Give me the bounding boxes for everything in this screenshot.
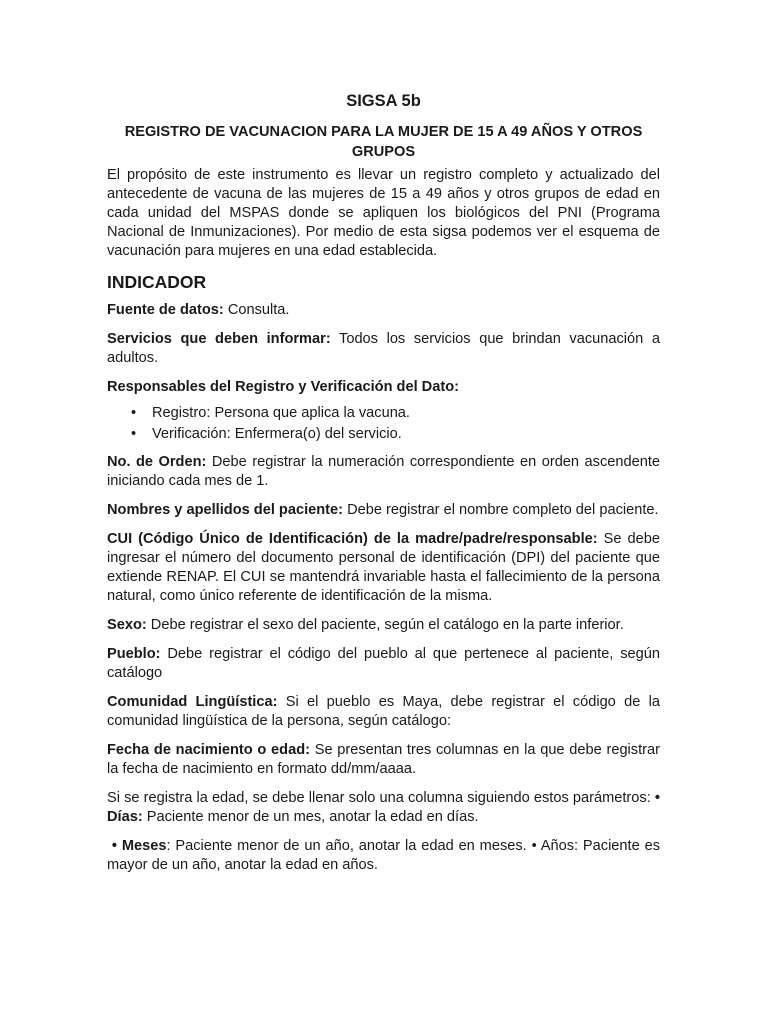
servicios-paragraph [107, 330, 660, 368]
nombres-label: Nombres y apellidos del paciente: [107, 502, 344, 518]
list-item-text: Verificación: Enfermera(o) del servicio. [152, 426, 402, 442]
fecha-text: Se presentan tres columnas en la que debe registrar la fecha de nacimiento en formato dd/mm/aaaa. [107, 742, 660, 777]
dias-label: • Días: [107, 790, 660, 825]
orden-text: Debe registrar la numeración correspondiente en orden ascendente iniciando cada mes de 1. [107, 454, 660, 489]
cui-paragraph [107, 530, 660, 606]
bullet-icon: • [131, 405, 137, 421]
pueblo-paragraph [107, 645, 660, 683]
comunidad-text: Si el pueblo es Maya, debe registrar el código de la comunidad lingüística de la persona, según catálogo: [107, 694, 660, 729]
list-item [107, 403, 660, 424]
servicios-label: Servicios que deben informar: [107, 331, 331, 347]
edad-text: Si se registra la edad, se debe llenar solo una columna siguiendo estos parámetros: [107, 790, 655, 806]
document-subtitle: REGISTRO DE VACUNACION PARA LA MUJER DE 15 A 49 AÑOS Y OTROS GRUPOS [124, 124, 643, 160]
section-heading-indicador: INDICADOR [107, 272, 207, 292]
orden-paragraph [107, 453, 660, 491]
meses-paragraph [107, 837, 660, 875]
fuente-paragraph [107, 301, 660, 320]
fuente-text: Consulta. [223, 302, 290, 318]
comunidad-paragraph [107, 693, 660, 731]
document-title: SIGSA 5b [346, 92, 421, 110]
dias-text: Paciente menor de un mes, anotar la edad en días. [142, 809, 479, 825]
pueblo-label: Pueblo: [107, 646, 161, 662]
meses-label: • Meses [111, 838, 167, 854]
cui-text: Se debe ingresar el número del documento personal de identificación (DPI) del paciente que extiende RENAP. El CUI se mantendrá invariable hasta el fallecimiento de la persona natural, como único referente de identificación de la misma. [107, 531, 660, 604]
meses-text: : Paciente menor de un año, anotar la edad en meses. • Años: Paciente es mayor de un año, anotar la edad en años. [107, 838, 660, 873]
list-item-text: Registro: Persona que aplica la vacuna. [152, 405, 410, 421]
cui-label: CUI (Código Único de Identificación) de la madre/padre/responsable: [107, 531, 598, 547]
pueblo-text: Debe registrar el código del pueblo al que pertenece al paciente, según catálogo [107, 646, 660, 681]
sexo-paragraph [107, 616, 660, 635]
nombres-text: Debe registrar el nombre completo del paciente. [343, 502, 659, 518]
document-body [107, 90, 660, 885]
fuente-label: Fuente de datos: [107, 302, 224, 318]
sexo-label: Sexo: [107, 617, 147, 633]
comunidad-label: Comunidad Lingüística: [107, 694, 278, 710]
servicios-text: Todos los servicios que brindan vacunación a adultos. [107, 331, 660, 366]
responsables-paragraph [107, 378, 660, 397]
responsables-list [107, 403, 660, 445]
bullet-icon: • [131, 426, 137, 442]
list-item [107, 424, 660, 445]
intro-paragraph: El propósito de este instrumento es llevar un registro completo y actualizado del antecedente de vacuna de las mujeres de 15 a 49 años y otros grupos de edad en cada unidad del MSPAS donde se apliquen los biológicos del PNI (Programa Nacional de Inmunizaciones). Por medio de esta sigsa podemos ver el esquema de vacunación para mujeres en una edad establecida. [107, 167, 660, 259]
orden-label: No. de Orden: [107, 454, 207, 470]
edad-paragraph [107, 789, 660, 827]
fecha-paragraph [107, 741, 660, 779]
responsables-label: Responsables del Registro y Verificación del Dato: [107, 379, 459, 395]
sexo-text: Debe registrar el sexo del paciente, según el catálogo en la parte inferior. [146, 617, 624, 633]
fecha-label: Fecha de nacimiento o edad: [107, 742, 310, 758]
nombres-paragraph [107, 501, 660, 520]
